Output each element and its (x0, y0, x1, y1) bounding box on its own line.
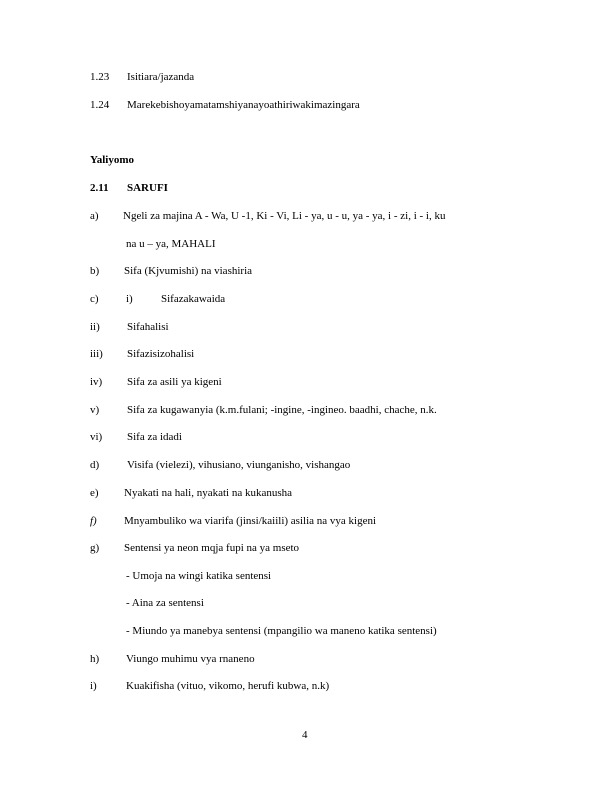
item-ii-marker: ii) (90, 321, 100, 333)
item-i-marker: i) (90, 680, 97, 692)
item-e-text: Nyakati na hali, nyakati na kukanusha (124, 487, 293, 499)
item-iii-text: Sifazisizohalisi (127, 348, 195, 360)
item-iii-marker: iii) (90, 348, 103, 360)
item-b-text: Sifa (Kjvumishi) na viashiria (124, 265, 253, 277)
section-number: 2.11 (90, 182, 109, 194)
item-f-marker: f) (90, 515, 97, 527)
item-1-24-number: 1.24 (90, 99, 110, 111)
section-title: SARUFI (127, 182, 168, 194)
item-iv-marker: iv) (90, 376, 103, 388)
item-1-23-number: 1.23 (90, 71, 110, 83)
item-h-text: Viungo muhimu vya rnaneno (126, 653, 255, 665)
item-g-sub-2: - Aina za sentensi (126, 597, 204, 609)
item-e-marker: e) (90, 487, 99, 499)
item-v-text: Sifa za kugawanyia (k.m.fulani; -ingine, -ingineo. baadhi, chache, n.k. (127, 404, 437, 416)
item-g-sub-3: - Miundo ya manebya sentensi (mpangilio wa maneno katika sentensi) (126, 625, 437, 637)
item-h-marker: h) (90, 653, 100, 665)
item-vi-text: Sifa za idadi (127, 431, 182, 443)
item-c-marker: c) (90, 293, 99, 305)
item-a-text-line1: Ngeli za majina A - Wa, U -1, Ki - Vi, Li - ya, u - u, ya - ya, i - zi, i - i, ku (123, 210, 446, 222)
contents-heading: Yaliyomo (90, 154, 134, 166)
item-g-marker: g) (90, 542, 100, 554)
item-d-text: Visifa (vielezi), vihusiano, viunganisho, vishangao (127, 459, 351, 471)
item-1-24-text: Marekebishoyamatamshiyanayoathiriwakimazingara (127, 99, 360, 111)
item-d-marker: d) (90, 459, 100, 471)
item-vi-marker: vi) (90, 431, 103, 443)
page-number: 4 (302, 729, 308, 741)
item-ii-text: Sifahalisi (127, 321, 169, 333)
item-v-marker: v) (90, 404, 100, 416)
item-a-text-line2: na u – ya, MAHALI (126, 238, 216, 250)
item-b-marker: b) (90, 265, 100, 277)
item-f-text: Mnyambuliko wa viarifa (jinsi/kaiili) asilia na vya kigeni (124, 515, 377, 527)
item-iv-text: Sifa za asili ya kigeni (127, 376, 222, 388)
item-1-23-text: Isitiara/jazanda (127, 71, 195, 83)
item-g-sub-1: - Umoja na wingi katika sentensi (126, 570, 272, 582)
item-c-text: Sifazakawaida (161, 293, 226, 305)
item-g-text: Sentensi ya neon mqja fupi na ya mseto (124, 542, 300, 554)
item-a-marker: a) (90, 210, 99, 222)
item-i-text: Kuakifisha (vituo, vikomo, herufi kubwa, n.k) (126, 680, 330, 692)
item-c-sub-marker: i) (126, 293, 133, 305)
